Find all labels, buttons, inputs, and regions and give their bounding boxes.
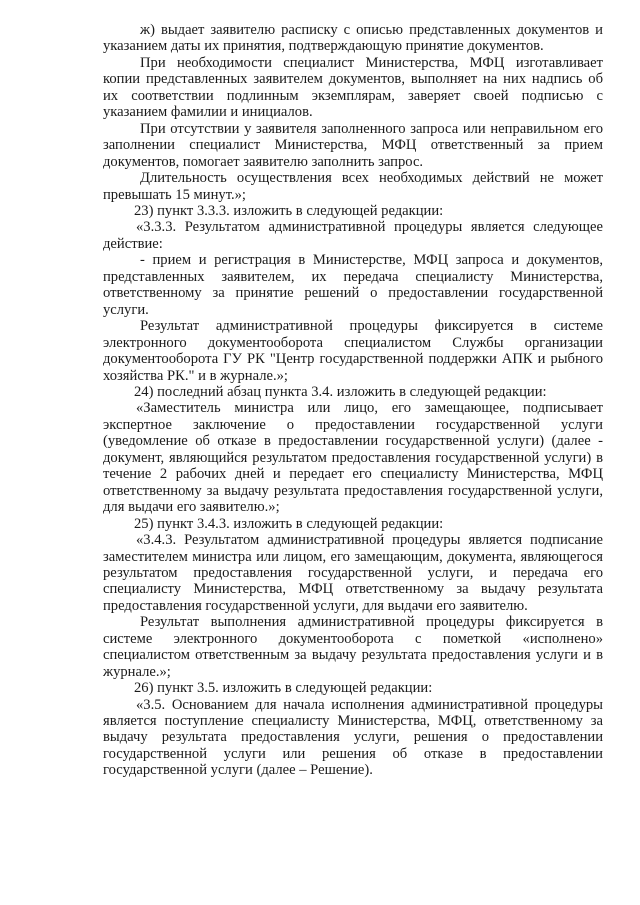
paragraph-item-zh: ж) выдает заявителю расписку с описью представленных документов и указанием даты их принятия, подтверждающую принятие документов. (103, 22, 603, 55)
paragraph-missing-request: При отсутствии у заявителя заполненного запроса или неправильном его заполнении специалист Министерства, МФЦ ответственный за прием документов, помогает заявителю заполнить запрос. (103, 120, 603, 170)
document-page (103, 22, 603, 779)
clause-3-4-3: «3.4.3. Результатом административной процедуры является подписание заместителем министра или лицом, его замещающим, документа, являющегося результатом предоставления государственной услуги, и передача его специалисту Министерства, МФЦ ответственному за выдачу результата предоставления государственной услуги, для выдачи его заявителю. (103, 532, 603, 614)
amendment-24-heading: 24) последний абзац пункта 3.4. изложить в следующей редакции: (134, 383, 547, 400)
clause-3-3-3-list-item: - прием и регистрация в Министерстве, МФЦ запроса и документов, представленных заявителем, их передача специалисту Министерства, ответственному за принятие решений о предоставлении государственной услуги. (103, 252, 603, 318)
clause-3-5: «3.5. Основанием для начала исполнения административной процедуры является поступление специалисту Министерства, МФЦ, ответственному за выдачу результата предоставления услуги, решения о предоставлении государственной услуги или решения об отказе в предоставлении государственной услуги (далее – Решение). (103, 696, 603, 779)
paragraph-duration: Длительность осуществления всех необходимых действий не может превышать 15 минут.»; (103, 170, 603, 203)
amendment-26-heading: 26) пункт 3.5. изложить в следующей редакции: (134, 680, 433, 697)
clause-3-4-last-paragraph: «Заместитель министра или лицо, его замещающее, подписывает экспертное заключение о предоставлении государственной услуги (уведомление об отказе в предоставлении государственной услуги) (далее - документ, являющийся результатом предоставления государственной услуги) в течение 2 рабочих дней и передает его специалисту Министерства, МФЦ ответственному за выдачу результата предоставления государственной услуги, для выдачи его заявителю.»; (103, 400, 603, 516)
clause-3-3-3-result: Результат административной процедуры фиксируется в системе электронного документооборота специалистом Службы организации документооборота ГУ РК "Центр государственной поддержки АПК и рыбного хозяйства РК." и в журнале.»; (103, 318, 603, 384)
clause-3-4-3-result: Результат выполнения административной процедуры фиксируется в системе электронного документооборота с пометкой «исполнено» специалистом ответственным за выдачу результата предоставления услуги и в журнале.»; (103, 614, 603, 680)
clause-3-3-3: «3.3.3. Результатом административной процедуры является следующее действие: (103, 219, 603, 252)
amendment-23-heading: 23) пункт 3.3.3. изложить в следующей редакции: (134, 202, 444, 219)
amendment-25-heading: 25) пункт 3.4.3. изложить в следующей редакции: (134, 515, 444, 532)
paragraph-copies: При необходимости специалист Министерства, МФЦ изготавливает копии представленных заявителем документов, выполняет на них надпись об их соответствии подлинным экземплярам, заверяет своей подписью с указанием фамилии и инициалов. (103, 54, 603, 121)
